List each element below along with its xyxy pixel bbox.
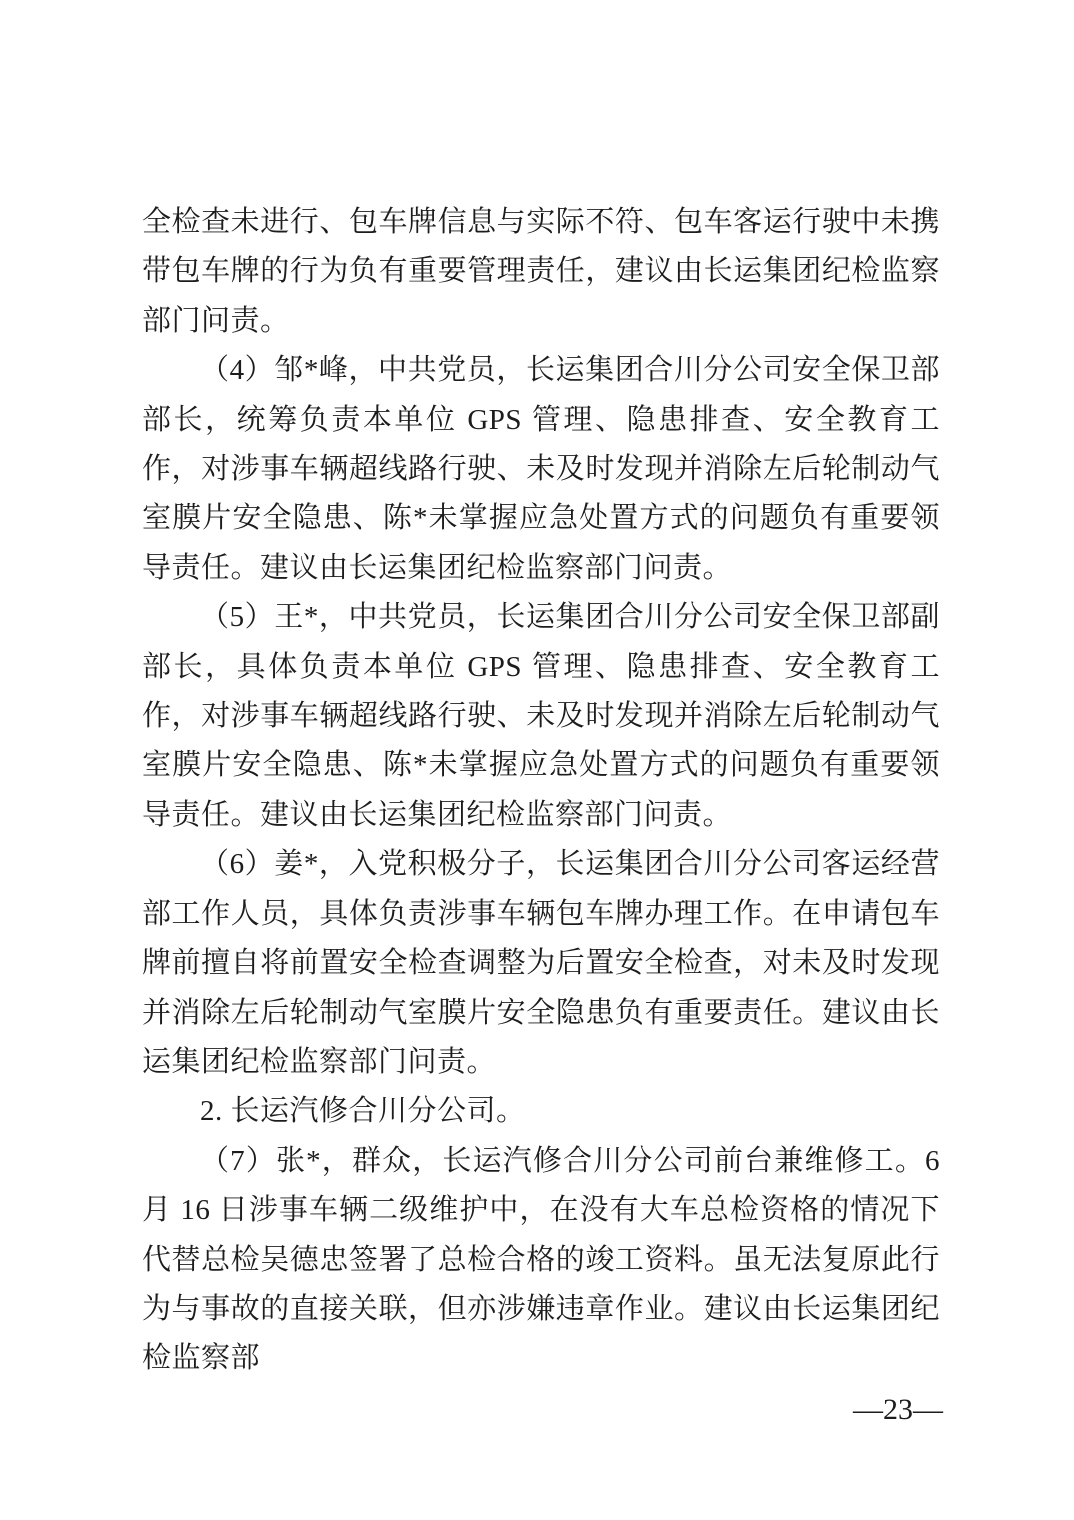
paragraph-item-6: （6）姜*，入党积极分子，长运集团合川分公司客运经营部工作人员，具体负责涉事车辆包车牌办理工作。在申请包车牌前擅自将前置安全检查调整为后置安全检查，对未及时发现并消除左后轮制动气室膜片安全隐患负有重要责任。建议由长运集团纪检监察部门问责。 [142,848,940,1078]
document-body [142,198,940,1384]
page-number: —23— [853,1393,943,1426]
paragraph-item-4: （4）邹*峰，中共党员，长运集团合川分公司安全保卫部部长，统筹负责本单位 GPS 管理、隐患排查、安全教育工作，对涉事车辆超线路行驶、未及时发现并消除左后轮制动气室膜片安全隐患、陈*未掌握应急处置方式的问题负有重要领导责任。建议由长运集团纪检监察部门问责。 [142,354,940,584]
paragraph-item-5: （5）王*，中共党员，长运集团合川分公司安全保卫部副部长，具体负责本单位 GPS 管理、隐患排查、安全教育工作，对涉事车辆超线路行驶、未及时发现并消除左后轮制动气室膜片安全隐患、陈*未掌握应急处置方式的问题负有重要领导责任。建议由长运集团纪检监察部门问责。 [142,601,940,831]
section-heading-2: 2. 长运汽修合川分公司。 [200,1095,526,1128]
paragraph-item-7: （7）张*，群众，长运汽修合川分公司前台兼维修工。6 月 16 日涉事车辆二级维护中，在没有大车总检资格的情况下代替总检吴德忠签署了总检合格的竣工资料。虽无法复原此行为与事故的直接关联，但亦涉嫌违章作业。建议由长运集团纪检监察部 [142,1144,940,1375]
continuation-paragraph: 全检查未进行、包车牌信息与实际不符、包车客运行驶中未携带包车牌的行为负有重要管理责任，建议由长运集团纪检监察部门问责。 [142,206,940,337]
